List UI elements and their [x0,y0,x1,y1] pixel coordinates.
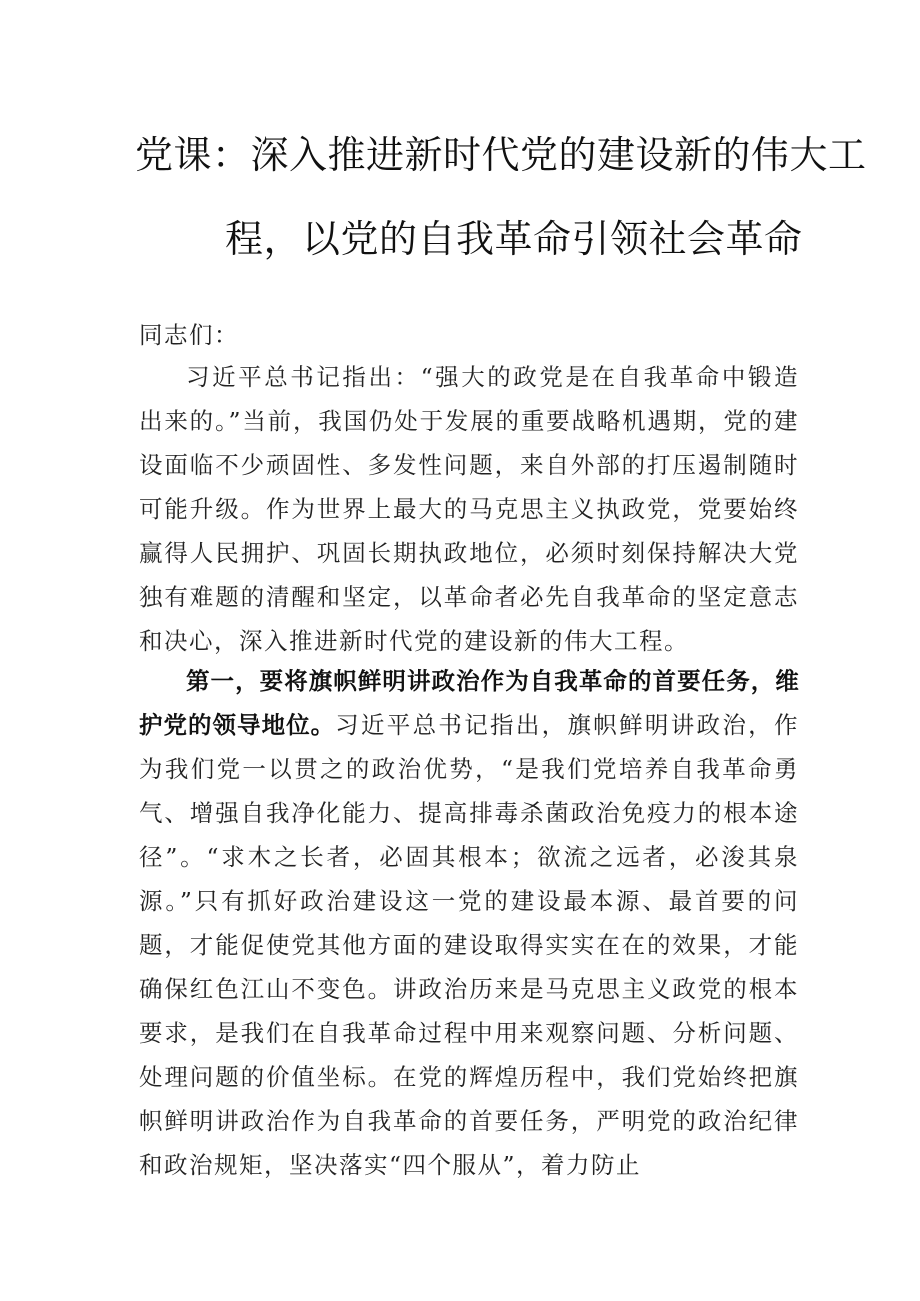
document-title-line-2: 程，以党的自我革命引领社会革命 [225,217,803,261]
paragraph-intro-text: 习近平总书记指出：“强大的政党是在自我革命中锻造出来的。”当前，我国仍处于发展的重要战略机遇期，党的建设面临不少顽固性、多发性问题，来自外部的打压遏制随时可能升级。作为世界上最大的马克思主义执政党，党要始终赢得人民拥护、巩固长期执政地位，必须时刻保持解决大党独有难题的清醒和坚定，以革命者必先自我革命的坚定意志和决心，深入推进新时代党的建设新的伟大工程。 [139,363,799,655]
paragraph-first-point-text [139,659,799,1187]
paragraph-lead-heading: 第一，要将旗帜鲜明讲政治作为自我革命的首要任务，维护党的领导地位。 [139,667,799,739]
paragraph-first-point-body: 习近平总书记指出，旗帜鲜明讲政治，作为我们党一以贯之的政治优势，“是我们党培养自我革命勇气、增强自我净化能力、提高排毒杀菌政治免疫力的根本途径”。“求木之长者，必固其根本；欲流之远者，必浚其泉源。”只有抓好政治建设这一党的建设最本源、最首要的问题，才能促使党其他方面的建设取得实实在在的效果，才能确保红色江山不变色。讲政治历来是马克思主义政党的根本要求，是我们在自我革命过程中用来观察问题、分析问题、处理问题的价值坐标。在党的辉煌历程中，我们党始终把旗帜鲜明讲政治作为自我革命的首要任务，严明党的政治纪律和政治规矩，坚决落实“四个服从”，着力防止 [139,711,799,1179]
paragraph-intro [139,355,799,663]
paragraph-first-point [139,659,799,1187]
document-title-line-1: 党课：深入推进新时代党的建设新的伟大工 [135,133,867,177]
salutation: 同志们： [139,321,239,349]
